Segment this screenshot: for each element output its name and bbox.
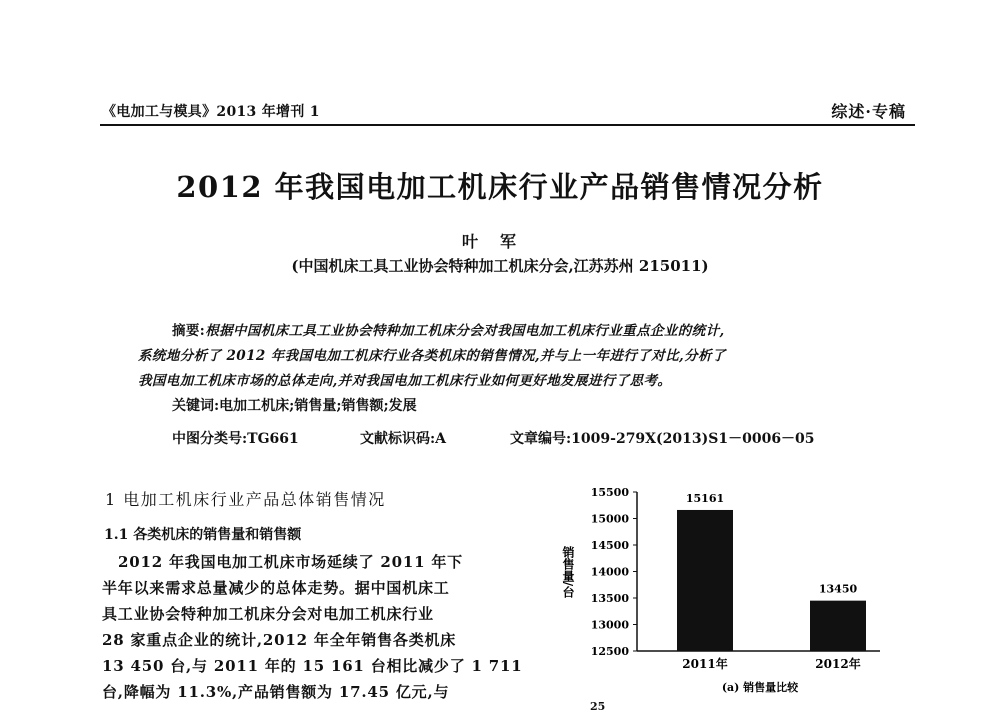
- y-tick-label: 15500: [590, 486, 629, 499]
- article-value: 1009-279X(2013)S1－0006－05: [571, 431, 815, 447]
- doc-value: A: [435, 431, 447, 447]
- document-code: [360, 428, 446, 448]
- y-tick-label: 14500: [590, 539, 629, 552]
- bar-data-label: 13450: [818, 582, 858, 596]
- author: 叶军: [461, 232, 538, 251]
- article-number: [510, 428, 815, 448]
- body-line-2: 半年以来需求总量减少的总体走势。据中国机床工: [102, 579, 450, 597]
- body-line-3: 具工业协会特种加工机床分会对电加工机床行业: [102, 605, 434, 623]
- y-tick-label: 15000: [590, 512, 629, 526]
- y-tick-label: 14000: [590, 565, 629, 579]
- y-tick-label: 13000: [590, 618, 629, 632]
- next-chart-fragment: 25: [590, 700, 606, 713]
- subsection-heading: 1.1 各类机床的销售量和销售额: [104, 527, 302, 543]
- affiliation: (中国机床工具工业协会特种加工机床分会,江苏苏州 215011): [291, 257, 709, 275]
- bar-2011年: [677, 510, 733, 651]
- doc-label: 文献标识码:: [360, 431, 436, 447]
- y-axis-label: 销售量/台: [561, 545, 575, 599]
- chart-caption: (a) 销售量比较: [721, 681, 799, 694]
- body-line-4: 28 家重点企业的统计,2012 年全年销售各类机床: [102, 631, 457, 649]
- running-header-journal: 《电加工与模具》2013 年增刊 1: [102, 104, 320, 120]
- bar-group: [677, 492, 866, 671]
- body-line-5: 13 450 台,与 2011 年的 15 161 台相比减少了 1 711: [102, 657, 523, 675]
- abstract-line-3: 我国电加工机床市场的总体走向,并对我国电加工机床行业如何更好地发展进行了思考。: [138, 373, 672, 389]
- x-category-label: 2011年: [682, 657, 728, 671]
- x-category-label: 2012年: [815, 657, 861, 671]
- keywords-value: 电加工机床;销售量;销售额;发展: [219, 398, 417, 414]
- abstract-label: 摘要:: [172, 323, 206, 339]
- header-rule: [100, 124, 915, 126]
- abstract-line-1: [172, 319, 725, 339]
- bar-2012年: [810, 601, 866, 651]
- keywords: [172, 395, 417, 415]
- paper-title: 2012 年我国电加工机床行业产品销售情况分析: [176, 170, 824, 204]
- running-header-column: 综述·专稿: [831, 102, 906, 121]
- abstract-text: 根据中国机床工具工业协会特种加工机床分会对我国电加工机床行业重点企业的统计,: [205, 323, 725, 339]
- article-label: 文章编号:: [510, 431, 572, 447]
- y-tick-label: 13500: [590, 592, 629, 605]
- clc-label: 中图分类号:: [172, 431, 248, 447]
- body-line-1: 2012 年我国电加工机床市场延续了 2011 年下: [118, 553, 463, 571]
- y-tick-label: 12500: [590, 645, 629, 658]
- section-heading: 1 电加工机床行业产品总体销售情况: [105, 490, 386, 509]
- bar-data-label: 15161: [685, 491, 725, 505]
- clc-value: TG661: [247, 431, 299, 447]
- y-axis-ticks: [591, 486, 637, 658]
- body-line-6: 台,降幅为 11.3%,产品销售额为 17.45 亿元,与: [102, 683, 450, 701]
- sales-volume-chart: [560, 478, 900, 698]
- clc-number: [172, 428, 299, 448]
- abstract-line-2: 系统地分析了 2012 年我国电加工机床行业各类机床的销售情况,并与上一年进行了对比,分析了: [138, 348, 726, 364]
- keywords-label: 关键词:: [172, 398, 220, 414]
